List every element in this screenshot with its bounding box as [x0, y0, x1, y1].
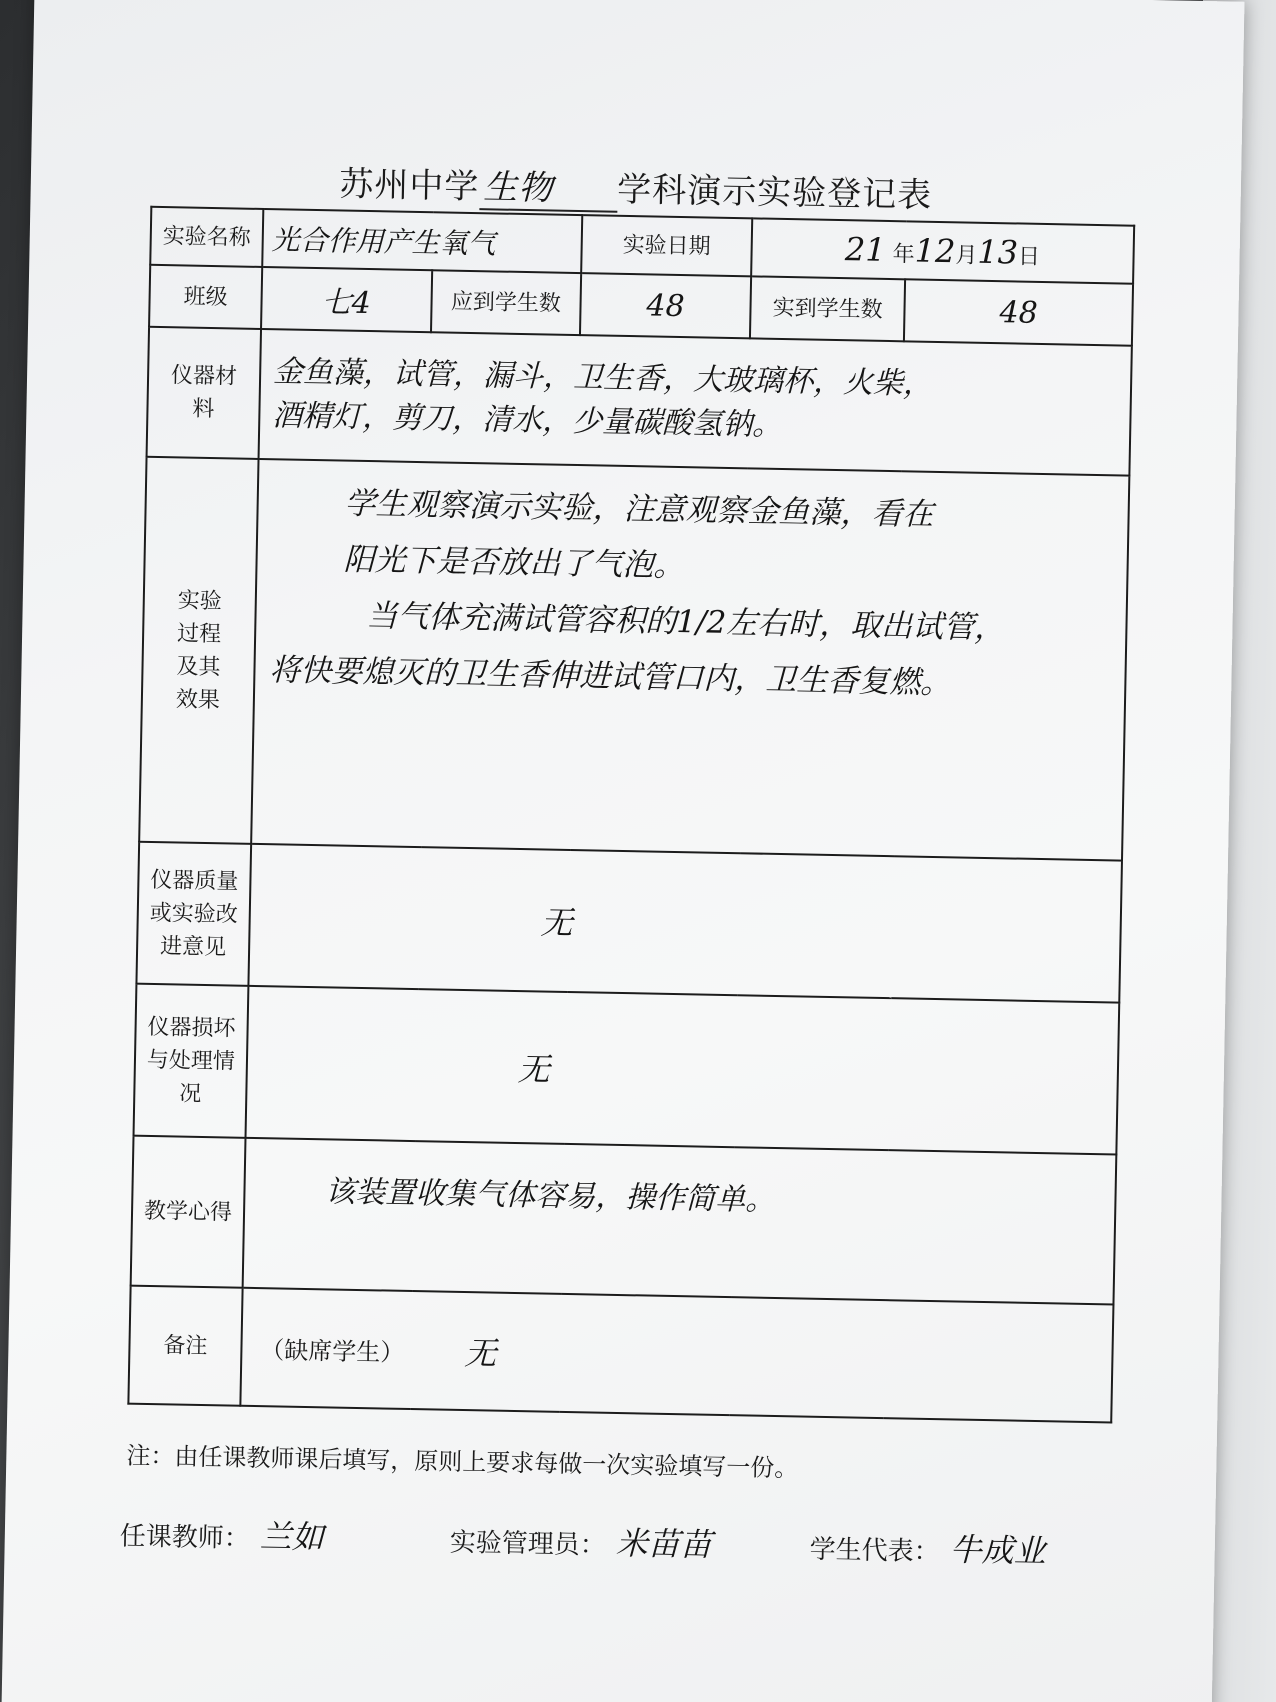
row-reflection — [131, 1136, 1117, 1305]
experiment-name-value: 光合作用产生氧气 — [262, 209, 582, 273]
process-line-1: 学生观察演示实验，注意观察金鱼藻，看在 — [344, 485, 934, 533]
teacher-signature — [119, 1508, 450, 1560]
admin-signature-value: 米苗苗 — [615, 1523, 713, 1564]
class-value: 七4 — [261, 267, 432, 332]
absent-students-label: （缺席学生） — [260, 1335, 405, 1367]
experiment-date-label: 实验日期 — [581, 215, 752, 276]
damage-label: 仪器损坏与处理情况 — [134, 984, 249, 1138]
registration-table — [127, 206, 1135, 1424]
date-day-unit: 日 — [1017, 244, 1041, 270]
class-label: 班级 — [149, 265, 262, 329]
materials-label: 仪器材料 — [147, 327, 261, 459]
row-materials — [147, 327, 1132, 476]
date-month-unit: 月 — [955, 243, 978, 269]
row-process — [139, 457, 1129, 861]
title-prefix: 苏州中学 — [338, 164, 480, 208]
process-label: 实验过程及其效果 — [139, 457, 258, 844]
actual-students-label: 实到学生数 — [750, 276, 906, 341]
expected-students-label: 应到学生数 — [431, 270, 582, 335]
absent-students-value: 无 — [463, 1334, 497, 1373]
form-note: 注：由任课教师课后填写，原则上要求每做一次实验填写一份。 — [126, 1441, 799, 1483]
student-signature — [809, 1522, 1046, 1573]
expected-students-value: 48 — [580, 273, 751, 338]
process-line-2: 阳光下是否放出了气泡。 — [343, 541, 685, 585]
student-label: 学生代表： — [809, 1534, 940, 1568]
experiment-name-label: 实验名称 — [150, 207, 263, 267]
row-damage — [134, 984, 1120, 1155]
student-signature-value: 牛成业 — [949, 1530, 1047, 1571]
date-day: 13 — [977, 232, 1019, 272]
title-subject-handwritten: 生物 — [479, 159, 618, 213]
materials-line-1: 金鱼藻，试管，漏斗，卫生香，大玻璃杯，火柴， — [272, 354, 934, 402]
date-month: 12 — [914, 231, 956, 271]
damage-value: 无 — [245, 986, 1119, 1155]
process-value — [251, 459, 1129, 861]
reflection-label: 教学心得 — [131, 1136, 246, 1288]
admin-label: 实验管理员： — [449, 1527, 607, 1561]
row-remarks — [128, 1286, 1113, 1423]
admin-signature — [449, 1515, 810, 1568]
date-year-unit: 年 — [892, 242, 915, 268]
process-line-3: 当气体充满试管容积的1/2左右时，取出试管， — [366, 598, 1006, 647]
title-suffix: 学科演示实验登记表 — [616, 169, 933, 216]
experiment-date-value — [751, 218, 1134, 283]
remarks-label: 备注 — [128, 1286, 242, 1406]
remarks-value — [240, 1288, 1113, 1423]
quality-value: 无 — [248, 844, 1122, 1003]
date-year: 21 — [844, 230, 887, 269]
actual-students-value: 48 — [904, 279, 1133, 345]
teacher-label: 任课教师： — [119, 1521, 251, 1554]
signature-row — [119, 1508, 1120, 1573]
quality-label: 仪器质量或实验改进意见 — [136, 842, 251, 986]
registration-form-sheet — [2, 0, 1245, 1702]
process-line-4: 将快要熄灭的卫生香伸进试管口内，卫生香复燃。 — [269, 652, 952, 702]
materials-value — [258, 329, 1131, 476]
teacher-signature-value: 兰如 — [259, 1517, 325, 1557]
materials-line-2: 酒精灯，剪刀，清水，少量碳酸氢钠。 — [271, 398, 783, 443]
row-quality — [136, 842, 1122, 1003]
reflection-value: 该装置收集气体容易，操作简单。 — [243, 1138, 1117, 1305]
